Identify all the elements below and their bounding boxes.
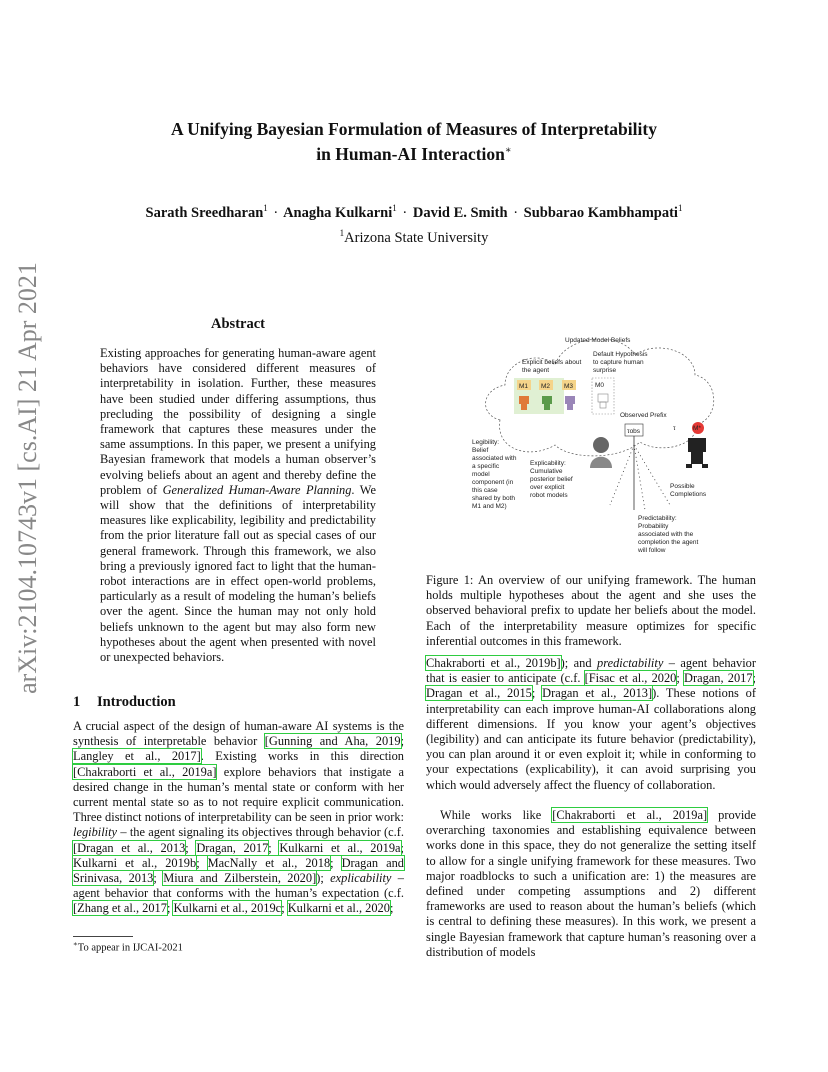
body-text: While works like [440,808,553,822]
model-m0-label: M0 [595,382,605,389]
author-sup: 1 [263,203,268,213]
citation-link[interactable]: Dragan, 2017 [684,671,753,686]
author-name: Sarath Sreedharan [145,204,264,221]
explicit-beliefs-label-2: the agent [522,367,550,374]
title-footnote-mark: ∗ [504,145,512,156]
citation-link[interactable]: [Gunning and Aha, 2019 [264,734,401,749]
predictability-annotation [637,515,699,554]
svg-text:model: model [472,471,490,478]
term-emphasis: predictability [597,656,664,670]
body-text: explore behaviors that instigate a desired change in the human’s mental state or conform with her current mental state so as to not require explicit communication. Three distinct notions of interpretability can be seen in prior work: [73,764,405,825]
body-text: ; [400,734,405,749]
abstract-text: . We will show that the definitions of interpretability measures like explicability, legibility and predictability from the prior literature fall out as special cases of our general framework. Through this framework, we also bring a previously ignored fact to light that the human-robot interactions are in effect open-world problems, particularly as a result of modeling the human’s beliefs over the agent. Since the human may not only hold beliefs unknown to the agent but may also form new hypotheses about the agent when presented with novel or unexpected behaviors. [100,482,376,665]
svg-text:robot models: robot models [530,492,568,499]
body-text: ; [400,840,404,855]
body-text: ; [389,901,394,916]
svg-text:Explicability:: Explicability: [530,460,566,467]
term-emphasis: legibility [73,825,118,840]
svg-text:Possible: Possible [670,483,695,490]
svg-text:Completions: Completions [670,491,707,498]
footnote [73,940,183,954]
model-m2-label: M2 [541,383,551,390]
section-number: 1 [73,694,81,710]
paper-title [0,119,828,165]
svg-text:shared by both: shared by both [472,495,516,502]
citation-link[interactable]: Kulkarni et al., 2019b [73,855,197,870]
author-name: Anagha Kulkarni [283,204,393,221]
citation-link[interactable]: Kulkarni et al., 2019c [173,901,282,916]
default-hypothesis-label: Default Hypothesis [593,351,648,358]
footnote-rule [73,936,133,937]
legibility-annotation [472,439,517,510]
body-text: ); [316,871,331,886]
updated-beliefs-label: Updated Model Beliefs [565,337,631,344]
body-text: ; [752,671,756,686]
citation-link[interactable]: [Chakraborti et al., 2019a] [552,808,708,822]
svg-text:posterior belief: posterior belief [530,476,573,483]
footnote-mark: ∗ [73,940,78,948]
citation-link[interactable]: MacNally et al., 2018 [207,855,331,870]
citation-link[interactable]: Miura and Zilberstein, 2020] [163,871,317,886]
robot-icon-3 [565,396,575,410]
body-text: ; [531,686,543,701]
svg-text:Cumulative: Cumulative [530,468,563,475]
possible-completions-annotation [670,483,707,498]
body-text: provide overarching taxonomies and establishing equivalence between works done in this space, they do not generalize the setting itself to allow for a single unifying framework for these measures. Two major roadblocks to such a unification are: 1) the measures are defined under competing assumptions and 2) different frameworks are used to reason about the human’s beliefs (which is central to defining these measures). In this work, we present a single Bayesian framework that capture human’s reasoning over a distribution of models [426,808,757,959]
svg-text:Probability: Probability [638,523,669,530]
title-line-1: A Unifying Bayesian Formulation of Measures of Interpretability [171,119,657,139]
citation-link[interactable]: Dragan et al., 2013] [542,686,653,701]
abstract-text: Existing approaches for generating human-aware agent behaviors have considered different measures of interpretability in isolation. Further, these measures have been studied under differing assumptions, thus precluding the possibility of designing a single framework that captures these measures under the same assumptions. In this paper, we present a unifying Bayesian framework that models a human observer’s evolving beliefs about an agent and thereby define the problem of [100,346,376,497]
affiliation-name: Arizona State University [344,229,489,246]
author-separator: · [513,204,519,221]
body-text: ); and [560,656,598,670]
svg-text:Legibility:: Legibility: [472,439,500,446]
tau-label: τ [673,425,676,432]
explicit-beliefs-label: Explicit beliefs about [522,359,582,366]
body-text: ; [185,840,197,855]
intro-paragraph [73,719,404,917]
right-column-paragraph-2 [426,808,756,960]
svg-text:over explicit: over explicit [530,484,565,491]
svg-text:Belief: Belief [472,447,489,454]
abstract-heading: Abstract [211,316,265,332]
abstract-emphasis: Generalized Human-Aware Planning [162,482,352,497]
figure-caption: Figure 1: An overview of our unifying framework. The human holds multiple hypotheses about the agent and she uses the observed behavioral prefix to update her beliefs about the model. Each of the interpretability measure optimizes for specific inferential outcomes in this framework. [426,573,756,648]
citation-link[interactable]: Langley et al., 2017] [73,749,201,764]
term-emphasis: explicability [330,871,392,886]
author-separator: · [273,204,279,221]
body-text: A crucial aspect of the design of human-aware AI systems is the synthesis of interpretable behavior [73,719,404,749]
svg-text:will follow: will follow [638,547,666,554]
mstar-label: M* [693,425,701,432]
body-text: – agent behavior that is easier to anticipate (c.f. [426,656,756,686]
body-text: ; [196,855,208,870]
observed-prefix-label: Observed Prefix [620,412,667,419]
robot-icon-agent [686,438,708,468]
body-text: – agent behavior that conforms with the human’s expectation (c.f. [73,871,404,901]
abstract-body [100,346,376,665]
svg-text:M1 and M2): M1 and M2) [472,503,507,510]
body-text: ). These notions of interpretability can each improve human-AI collaborations along different dimensions. If you know your agent’s objectives (legibility) and can anticipate its future behavior (predictability), you can plan around it or even exploit it; while in conforming to your expectations (explicability), it can avoid surprising you which would adversely affect the fluency of collaboration. [426,686,756,792]
citation-link[interactable]: Dragan and Srinivasa, 2013 [73,855,404,886]
citation-link[interactable]: [Fisac et al., 2020 [584,671,677,686]
author-sup: 1 [677,203,683,213]
tau-obs-label: τobs [627,428,641,435]
author-list [0,203,828,222]
author-name: David E. Smith [412,204,508,221]
completion-dots [610,445,670,510]
explicability-annotation [530,460,573,499]
default-hypothesis-label-3: surprise [593,367,617,374]
body-text: ; [268,840,280,855]
affiliation-sup: 1 [339,228,345,238]
svg-text:completion the agent: completion the agent [638,539,699,546]
robot-icon-default [598,394,608,408]
citation-link[interactable]: [Dragan et al., 2013 [73,840,186,855]
body-text: ; [166,901,174,916]
body-text: – the agent signaling its objectives through behavior (c.f. [117,825,404,840]
svg-text:this case: this case [472,487,498,494]
citation-link[interactable]: Chakraborti et al., 2019b] [426,656,561,670]
svg-text:a specific: a specific [472,463,500,470]
citation-link[interactable]: Kulkarni et al., 2019a [279,840,401,855]
author-separator: · [402,204,408,221]
citation-link[interactable]: [Chakraborti et al., 2019a] [73,764,217,779]
body-text: ; [281,901,288,916]
model-m1-label: M1 [519,383,529,390]
citation-link[interactable]: [Zhang et al., 2017 [73,901,167,916]
human-body-icon [590,457,612,468]
human-head-icon [593,437,609,453]
body-text: ; [330,855,342,870]
author-sup: 1 [392,203,397,213]
figure-1-diagram [470,320,720,560]
citation-link[interactable]: Dragan et al., 2015 [426,686,532,701]
footnote-text: To appear in IJCAI-2021 [77,942,183,954]
section-heading-introduction [73,694,176,711]
svg-text:associated with the: associated with the [638,531,694,538]
svg-text:Predictability:: Predictability: [638,515,677,522]
body-text: ; [676,671,684,686]
right-column-paragraph-1 [426,656,756,793]
citation-link[interactable]: Kulkarni et al., 2020 [287,901,390,916]
body-text: ; [153,871,164,886]
body-text: . Existing works in this direction [200,749,404,764]
affiliation [0,228,828,247]
citation-link[interactable]: Dragan, 2017 [196,840,269,855]
default-hypothesis-label-2: to capture human [593,359,644,366]
author-name: Subbarao Kambhampati [523,204,678,221]
svg-text:component (in: component (in [472,479,514,486]
arxiv-stamp: arXiv:2104.10743v1 [cs.AI] 21 Apr 2021 [13,262,42,694]
title-line-2: in Human-AI Interaction [316,143,505,164]
section-title: Introduction [97,694,176,710]
svg-text:associated with: associated with [472,455,517,462]
model-m3-label: M3 [564,383,574,390]
